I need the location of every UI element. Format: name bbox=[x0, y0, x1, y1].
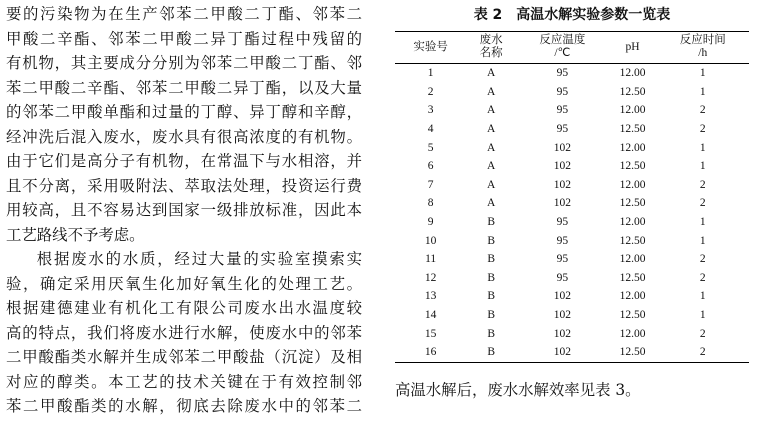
table-cell: 4 bbox=[427, 123, 434, 136]
header-ph: pH bbox=[625, 40, 640, 53]
text-line: 根据废水的水质，经过大量的实验室摸索实 bbox=[36, 250, 362, 268]
text-line: 经冲洗后混入废水，废水具有很高浓度的有机物。 bbox=[6, 127, 362, 146]
table-row bbox=[395, 83, 749, 102]
text-line: 根据建德建业有机化工有限公司废水出水温度较 bbox=[6, 299, 362, 317]
table-cell: 15 bbox=[424, 327, 437, 340]
text-line: 的邻苯二甲酸单酯和过量的丁醇、异丁醇和辛醇， bbox=[6, 103, 362, 121]
table-cell: A bbox=[487, 67, 496, 80]
table-row bbox=[395, 157, 749, 176]
table-cell: 12.00 bbox=[619, 253, 646, 266]
table-cell: 12.00 bbox=[619, 141, 646, 154]
table-row bbox=[395, 101, 749, 120]
table-cell: 7 bbox=[427, 178, 434, 191]
text-line: 且不分离，采用吸附法、萃取法处理，投资运行费 bbox=[6, 176, 362, 195]
table-cell: 2 bbox=[699, 346, 706, 359]
text-line: 甲酸二辛酯、邻苯二甲酸二异丁酯过程中残留的 bbox=[6, 29, 362, 48]
table-cell: 12.50 bbox=[619, 271, 646, 284]
text-line: 有机物，其主要成分分别为邻苯二甲酸二丁酯、邻 bbox=[6, 54, 362, 72]
footer-text: 高温水解后，废水水解效率见表 3。 bbox=[395, 381, 641, 399]
table-cell: 102 bbox=[553, 178, 571, 191]
table-cell: 1 bbox=[699, 234, 706, 247]
table-row bbox=[395, 324, 749, 343]
table-cell: 12 bbox=[424, 271, 437, 284]
table-cell: A bbox=[487, 104, 496, 117]
header-reaction-temperature: 反应温度 /℃ bbox=[539, 34, 586, 59]
table-cell: B bbox=[487, 271, 495, 284]
table-cell: 12.50 bbox=[619, 346, 646, 359]
table-cell: 1 bbox=[699, 160, 706, 173]
table-cell: 12.50 bbox=[619, 234, 646, 247]
table-cell: 10 bbox=[424, 234, 437, 247]
table-cell: B bbox=[487, 346, 495, 359]
table-cell: 14 bbox=[424, 309, 437, 322]
table-row bbox=[395, 176, 749, 195]
table-cell: 1 bbox=[699, 290, 706, 303]
table-row bbox=[395, 138, 749, 157]
table-row bbox=[395, 231, 749, 250]
text-line: 二甲酸酯类水解并生成邻苯二甲酸盐（沉淀）及相 bbox=[6, 348, 362, 366]
table-cell: 5 bbox=[427, 141, 434, 154]
table-cell: 1 bbox=[699, 67, 706, 80]
text-line: 工艺路线不予考虑。 bbox=[6, 225, 145, 244]
table-cell: 2 bbox=[699, 197, 706, 210]
table-row bbox=[395, 250, 749, 269]
table-cell: 13 bbox=[424, 290, 437, 303]
table-cell: B bbox=[487, 216, 495, 229]
table-cell: 12.00 bbox=[619, 178, 646, 191]
table-cell: 12.50 bbox=[619, 197, 646, 210]
text-line: 苯二甲酸酯类的水解，彻底去除废水中的邻苯二 bbox=[6, 397, 362, 415]
table-row bbox=[395, 213, 749, 232]
text-line: 对应的醇类。本工艺的技术关键在于有效控制邻 bbox=[6, 372, 362, 391]
table-cell: 102 bbox=[553, 327, 571, 340]
text-line: 由于它们是高分子有机物，在常温下与水相溶，并 bbox=[6, 152, 362, 170]
table-cell: 12.00 bbox=[619, 104, 646, 117]
table-cell: 3 bbox=[427, 104, 434, 117]
table-cell: 95 bbox=[556, 234, 569, 247]
table-caption: 表 2 高温水解实验参数一览表 bbox=[473, 7, 671, 23]
table-cell: A bbox=[487, 141, 496, 154]
table-cell: 12.50 bbox=[619, 85, 646, 98]
table-cell: 102 bbox=[553, 346, 571, 359]
table-cell: 12.00 bbox=[619, 290, 646, 303]
table-cell: 95 bbox=[556, 253, 569, 266]
table-cell: 102 bbox=[553, 197, 571, 210]
table-cell: 102 bbox=[553, 141, 571, 154]
body-text-column bbox=[6, 2, 362, 419]
header-reaction-time: 反应时间 /h bbox=[679, 34, 726, 59]
table-cell: 1 bbox=[699, 85, 706, 98]
table-cell: 1 bbox=[699, 216, 706, 229]
text-line: 验，确定采用厌氧生化加好氧生化的处理工艺。 bbox=[6, 274, 362, 293]
table-cell: 1 bbox=[699, 309, 706, 322]
table-cell: 95 bbox=[556, 271, 569, 284]
table-cell: 2 bbox=[427, 85, 434, 98]
table-row bbox=[395, 343, 749, 362]
table-cell: 95 bbox=[556, 216, 569, 229]
text-line: 用较高，且不容易达到国家一级排放标准，因此本 bbox=[6, 201, 362, 219]
table-cell: 9 bbox=[427, 216, 434, 229]
table-body bbox=[395, 64, 749, 363]
table-cell: 16 bbox=[424, 346, 437, 359]
table-cell: 12.50 bbox=[619, 123, 646, 136]
table-header-row bbox=[395, 32, 749, 64]
table-cell: 95 bbox=[556, 123, 569, 136]
table-cell: 95 bbox=[556, 67, 569, 80]
table-cell: 6 bbox=[427, 160, 434, 173]
text-line: 苯二甲酸二辛酯、邻苯二甲酸二异丁酯，以及大量 bbox=[6, 78, 362, 97]
table-cell: 102 bbox=[553, 309, 571, 322]
table-cell: 2 bbox=[699, 327, 706, 340]
table-cell: 102 bbox=[553, 290, 571, 303]
table-cell: A bbox=[487, 197, 496, 210]
table-cell: B bbox=[487, 253, 495, 266]
table-cell: 2 bbox=[699, 253, 706, 266]
table-row bbox=[395, 306, 749, 325]
table-cell: A bbox=[487, 123, 496, 136]
table-cell: 2 bbox=[699, 271, 706, 284]
table-row bbox=[395, 64, 749, 83]
table-cell: A bbox=[487, 160, 496, 173]
table-cell: A bbox=[487, 178, 496, 191]
table-cell: 1 bbox=[699, 141, 706, 154]
table-cell: 95 bbox=[556, 85, 569, 98]
table-cell: B bbox=[487, 309, 495, 322]
table-cell: 12.00 bbox=[619, 327, 646, 340]
table-cell: B bbox=[487, 234, 495, 247]
table-cell: 95 bbox=[556, 104, 569, 117]
table-cell: 8 bbox=[427, 197, 434, 210]
table-row bbox=[395, 287, 749, 306]
table-cell: B bbox=[487, 290, 495, 303]
table-row bbox=[395, 120, 749, 139]
table-cell: 12.50 bbox=[619, 309, 646, 322]
table-cell: 2 bbox=[699, 104, 706, 117]
table-cell: 11 bbox=[425, 253, 437, 266]
table-row bbox=[395, 269, 749, 288]
header-wastewater-name: 废水 名称 bbox=[479, 34, 503, 59]
text-line: 高的特点，我们将废水进行水解，使废水中的邻苯 bbox=[6, 323, 362, 342]
table-column bbox=[395, 6, 749, 363]
table-cell: 12.50 bbox=[619, 160, 646, 173]
table-cell: B bbox=[487, 327, 495, 340]
table-cell: 2 bbox=[699, 178, 706, 191]
table-cell: A bbox=[487, 85, 496, 98]
header-experiment-no: 实验号 bbox=[413, 40, 448, 53]
text-line: 要的污染物为在生产邻苯二甲酸二丁酯、邻苯二 bbox=[6, 5, 362, 23]
experiment-parameters-table bbox=[395, 31, 749, 363]
table-cell: 12.00 bbox=[619, 67, 646, 80]
table-cell: 102 bbox=[553, 160, 571, 173]
table-cell: 2 bbox=[699, 123, 706, 136]
table-cell: 1 bbox=[427, 67, 434, 80]
table-row bbox=[395, 194, 749, 213]
table-cell: 12.00 bbox=[619, 216, 646, 229]
